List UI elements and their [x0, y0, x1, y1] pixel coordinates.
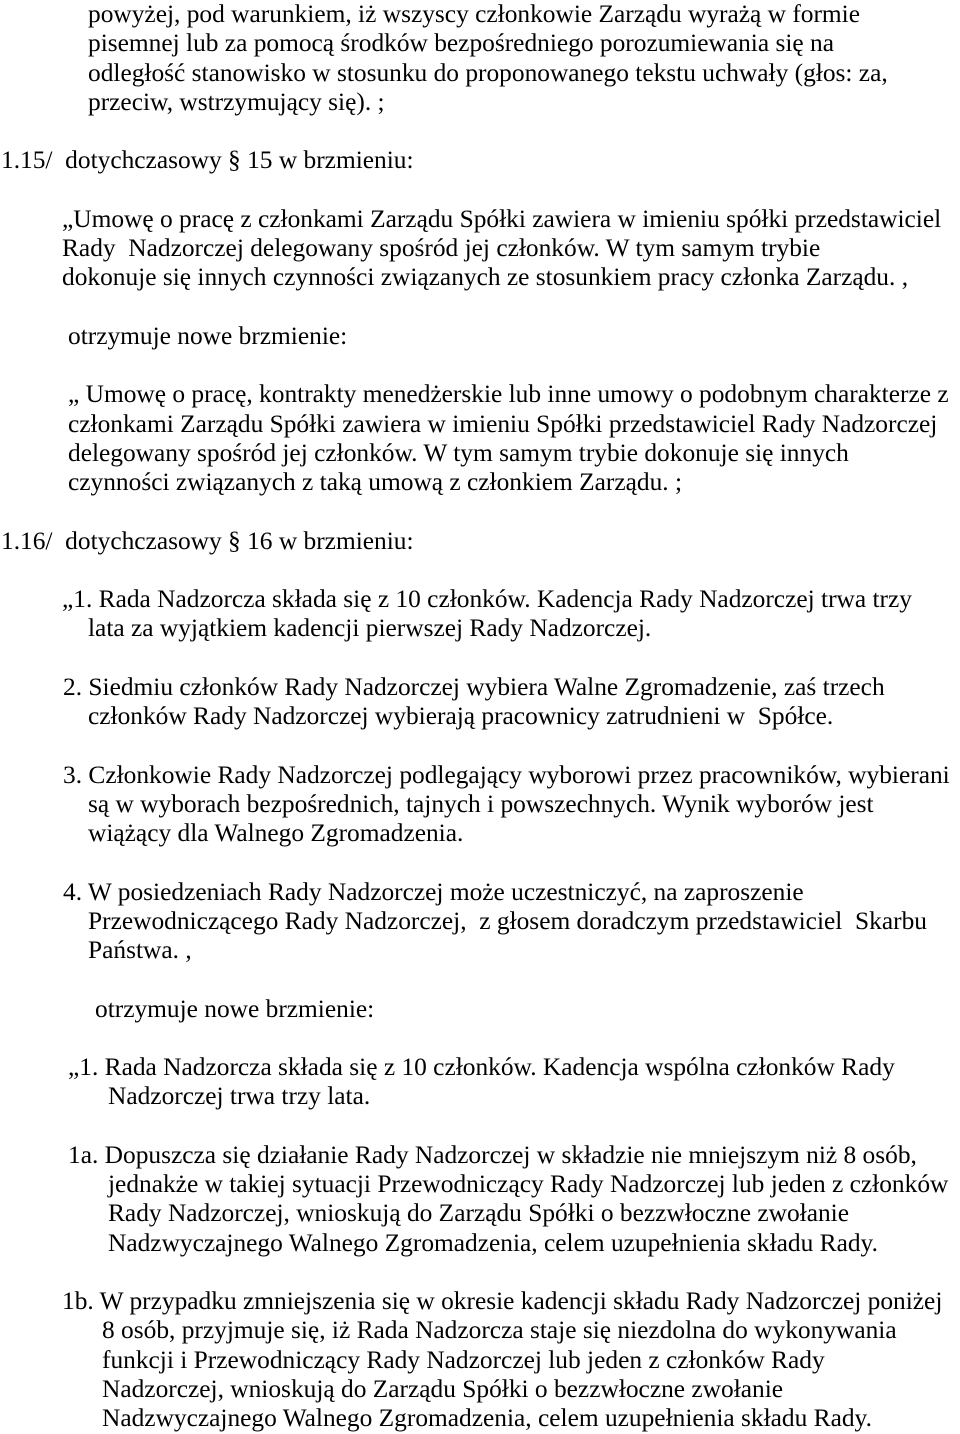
current-text-line: 2. Siedmiu członków Rady Nadzorczej wybiera Walne Zgromadzenie, zaś trzech — [63, 672, 885, 701]
blank-line — [0, 556, 960, 585]
new-text-line: delegowany spośród jej członków. W tym samym trybie dokonuje się innych — [68, 438, 849, 467]
intro-line: powyżej, pod warunkiem, iż wszyscy członkowie Zarządu wyrażą w formie — [88, 0, 861, 28]
new-text-line: Nadzorczej, wnioskują do Zarządu Spółki o bezzwłoczne zwołanie — [102, 1374, 784, 1403]
current-text-line: Przewodniczącego Rady Nadzorczej, z głosem doradczym przedstawiciel Skarbu — [88, 906, 927, 935]
new-wording-label-1-15: otrzymuje nowe brzmienie: — [68, 321, 348, 350]
current-text-line: członków Rady Nadzorczej wybierają pracownicy zatrudnieni w Spółce. — [88, 702, 834, 730]
current-text-line: „1. Rada Nadzorcza składa się z 10 członków. Kadencja Rady Nadzorczej trwa trzy — [62, 585, 912, 613]
new-text-1-16-point-1b — [0, 1287, 960, 1433]
new-text-1-16-point-1 — [0, 1053, 960, 1112]
current-text-line: Rady Nadzorczej delegowany spośród jej członków. W tym samym trybie — [62, 234, 821, 262]
intro-line: pisemnej lub za pomocą środków bezpośredniego porozumiewania się na — [88, 29, 834, 58]
new-text-line: 1b. W przypadku zmniejszenia się w okresie kadencji składu Rady Nadzorczej poniżej — [62, 1287, 943, 1315]
section-heading-1-16: 1.16/ dotychczasowy § 16 w brzmieniu: — [1, 526, 414, 555]
intro-paragraph — [0, 0, 960, 117]
new-text-line: funkcji i Przewodniczący Rady Nadzorczej lub jeden z członków Rady — [102, 1345, 825, 1374]
new-text-line: 1a. Dopuszcza się działanie Rady Nadzorczej w składzie nie mniejszym niż 8 osób, — [68, 1140, 917, 1169]
blank-line — [0, 644, 960, 673]
blank-line — [0, 1258, 960, 1287]
current-text-line: wiążący dla Walnego Zgromadzenia. — [88, 819, 464, 847]
section-heading-1-15: 1.15/ dotychczasowy § 15 w brzmieniu: — [1, 146, 414, 175]
new-text-line: jednakże w takiej sytuacji Przewodniczący Rady Nadzorczej lub jeden z członków — [108, 1170, 949, 1198]
new-text-line: Nadzwyczajnego Walnego Zgromadzenia, celem uzupełnienia składu Rady. — [102, 1404, 872, 1432]
current-text-line: „Umowę o pracę z członkami Zarządu Spółki zawiera w imieniu spółki przedstawiciel — [62, 204, 942, 233]
current-text-1-16-point-1 — [0, 585, 960, 644]
current-text-1-16-point-3 — [0, 761, 960, 849]
blank-line — [0, 731, 960, 760]
current-text-1-16-point-4 — [0, 878, 960, 966]
blank-line — [0, 176, 960, 205]
blank-line — [0, 1024, 960, 1053]
new-text-line: Rady Nadzorczej, wnioskują do Zarządu Spółki o bezzwłoczne zwołanie — [108, 1199, 849, 1228]
new-wording-label-1-16: otrzymuje nowe brzmienie: — [95, 994, 375, 1023]
new-text-line: „ Umowę o pracę, kontrakty menedżerskie lub inne umowy o podobnym charakterze z — [68, 380, 949, 409]
blank-line — [0, 351, 960, 380]
blank-line — [0, 497, 960, 526]
blank-line — [0, 117, 960, 146]
new-text-1-15 — [0, 380, 960, 497]
new-text-line: 8 osób, przyjmuje się, iż Rada Nadzorcza staje się niezdolna do wykonywania — [102, 1316, 897, 1345]
current-text-1-16-point-2 — [0, 673, 960, 732]
new-text-line: Nadzwyczajnego Walnego Zgromadzenia, celem uzupełnienia składu Rady. — [108, 1228, 878, 1257]
new-text-1-16-point-1a — [0, 1141, 960, 1258]
current-text-line: 3. Członkowie Rady Nadzorczej podlegający wyborowi przez pracowników, wybierani — [63, 760, 950, 789]
blank-line — [0, 965, 960, 994]
current-text-1-15 — [0, 205, 960, 293]
new-text-line: Nadzorczej trwa trzy lata. — [108, 1082, 371, 1111]
blank-line — [0, 848, 960, 877]
new-text-line: czynności związanych z taką umową z członkiem Zarządu. ; — [68, 468, 683, 496]
current-text-line: 4. W posiedzeniach Rady Nadzorczej może uczestniczyć, na zaproszenie — [63, 877, 804, 906]
blank-line — [0, 293, 960, 322]
current-text-line: są w wyborach bezpośrednich, tajnych i powszechnych. Wynik wyborów jest — [88, 789, 874, 818]
current-text-line: lata za wyjątkiem kadencji pierwszej Rady Nadzorczej. — [88, 614, 652, 643]
new-text-line: „1. Rada Nadzorcza składa się z 10 członków. Kadencja wspólna członków Rady — [68, 1053, 895, 1081]
current-text-line: dokonuje się innych czynności związanych ze stosunkiem pracy członka Zarządu. , — [62, 263, 909, 292]
intro-line: odległość stanowisko w stosunku do proponowanego tekstu uchwały (głos: za, — [88, 58, 888, 87]
new-text-line: członkami Zarządu Spółki zawiera w imieniu Spółki przedstawiciel Rady Nadzorczej — [68, 409, 938, 438]
current-text-line: Państwa. , — [88, 936, 192, 964]
intro-line: przeciw, wstrzymujący się). ; — [88, 87, 385, 116]
blank-line — [0, 1112, 960, 1141]
